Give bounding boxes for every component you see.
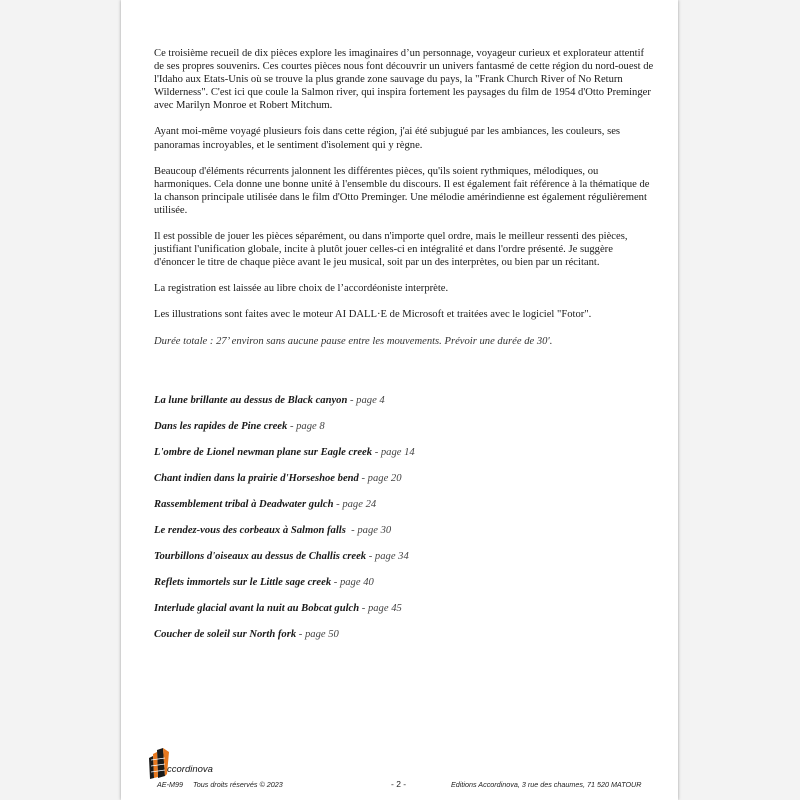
logo-text: ccordinova [167, 764, 213, 775]
toc-item [154, 628, 654, 654]
paragraph-illustrations: Les illustrations sont faites avec le moteur AI DALL·E de Microsoft et traitées avec le logiciel "Fotor". [154, 309, 592, 321]
toc-item-title: Reflets immortels sur le Little sage creek [154, 577, 332, 588]
page-footer [121, 776, 678, 796]
toc-item [154, 550, 654, 576]
toc-item-title: Coucher de soleil sur North fork [154, 629, 297, 640]
toc-item-title: Chant indien dans la prairie d'Horseshoe bend [154, 473, 359, 484]
toc-item-title: Interlude glacial avant la nuit au Bobcat gulch [154, 603, 360, 614]
document-page [121, 0, 678, 800]
toc-item [154, 446, 654, 472]
toc-item-title: Le rendez-vous des corbeaux à Salmon falls [154, 525, 346, 536]
footer-publisher: Editions Accordinova, 3 rue des chaumes, 71 520 MATOUR [451, 780, 642, 789]
toc-item-page: - page 4 [347, 395, 385, 406]
table-of-contents [154, 394, 654, 654]
toc-item-page: - page 40 [331, 577, 374, 588]
toc-item [154, 394, 654, 420]
toc-item [154, 524, 654, 550]
toc-item-title: La lune brillante au dessus de Black canyon [154, 395, 348, 406]
toc-item-title: Rassemblement tribal à Deadwater gulch [154, 499, 334, 510]
toc-item [154, 576, 654, 602]
paragraph-performance: Il est possible de jouer les pièces séparément, ou dans n'importe quel ordre, mais le meilleur ressenti des pièces, justifiant l'unification globale, incite à plutôt jouer celles-ci en intégralité et dans l'ordre présenté. Je suggère d'énoncer le titre de chaque pièce avant le jeu musical, soit par un des interprètes, ou bien par un récitant. [154, 231, 628, 269]
duration-note: Durée totale : 27’ environ sans aucune pause entre les mouvements. Prévoir une durée de 30'. [154, 335, 553, 347]
toc-item-page: - page 34 [366, 551, 409, 562]
toc-item [154, 420, 654, 446]
body-text [154, 47, 654, 361]
paragraph-elements: Beaucoup d'éléments récurrents jalonnent les différentes pièces, qu'ils soient rythmiques, mélodiques, ou harmoniques. Cela donne une bonne unité à l'ensemble du discours. Il est également fait référence à la thématique de la chanson principale utilisée dans le film d'Otto Preminger. Une mélodie amérindienne est également régulièrement utilisée. [154, 165, 650, 216]
footer-page-number: - 2 - [391, 779, 407, 789]
toc-item [154, 602, 654, 628]
toc-item-page: - page 24 [333, 499, 377, 510]
toc-item-page: - page 8 [287, 421, 325, 432]
toc-item [154, 472, 654, 498]
toc-item-page: - page 45 [359, 603, 402, 614]
toc-item [154, 498, 654, 524]
footer-rights: Tous droits réservés © 2023 [193, 780, 283, 789]
toc-item-page: - page 14 [372, 447, 415, 458]
paragraph-registration: La registration est laissée au libre choix de l’accordéoniste interprète. [154, 283, 449, 295]
accordion-icon [149, 748, 169, 779]
toc-item-title: L'ombre de Lionel newman plane sur Eagle creek [154, 447, 373, 458]
toc-item-title: Dans les rapides de Pine creek [154, 421, 288, 432]
toc-item-page: - page 30 [345, 525, 392, 536]
footer-reference: AE-M99 [157, 780, 183, 789]
toc-item-title: Tourbillons d'oiseaux au dessus de Challis creek [154, 551, 367, 562]
paragraph-travel: Ayant moi-même voyagé plusieurs fois dans cette région, j'ai été subjugué par les ambiances, les couleurs, ses panoramas incroyables, et le sentiment d'isolement qui y règne. [154, 126, 621, 151]
toc-item-page: - page 20 [358, 473, 402, 484]
toc-item-page: - page 50 [296, 629, 339, 640]
paragraph-intro: Ce troisième recueil de dix pièces explore les imaginaires d’un personnage, voyageur curieux et explorateur attentif de ses propres souvenirs. Ces courtes pièces nous font découvrir un univers fantasmé de cette région du nord-ouest de l'Idaho aux Etats-Unis où se trouve la plus grande zone sauvage du pays, la "Frank Church River of No Return Wilderness". C'est ici que coule la Salmon river, qui inspira fortement les paysages du film de 1954 d'Otto Preminger avec Marilyn Monroe et Robert Mitchum. [154, 48, 654, 112]
